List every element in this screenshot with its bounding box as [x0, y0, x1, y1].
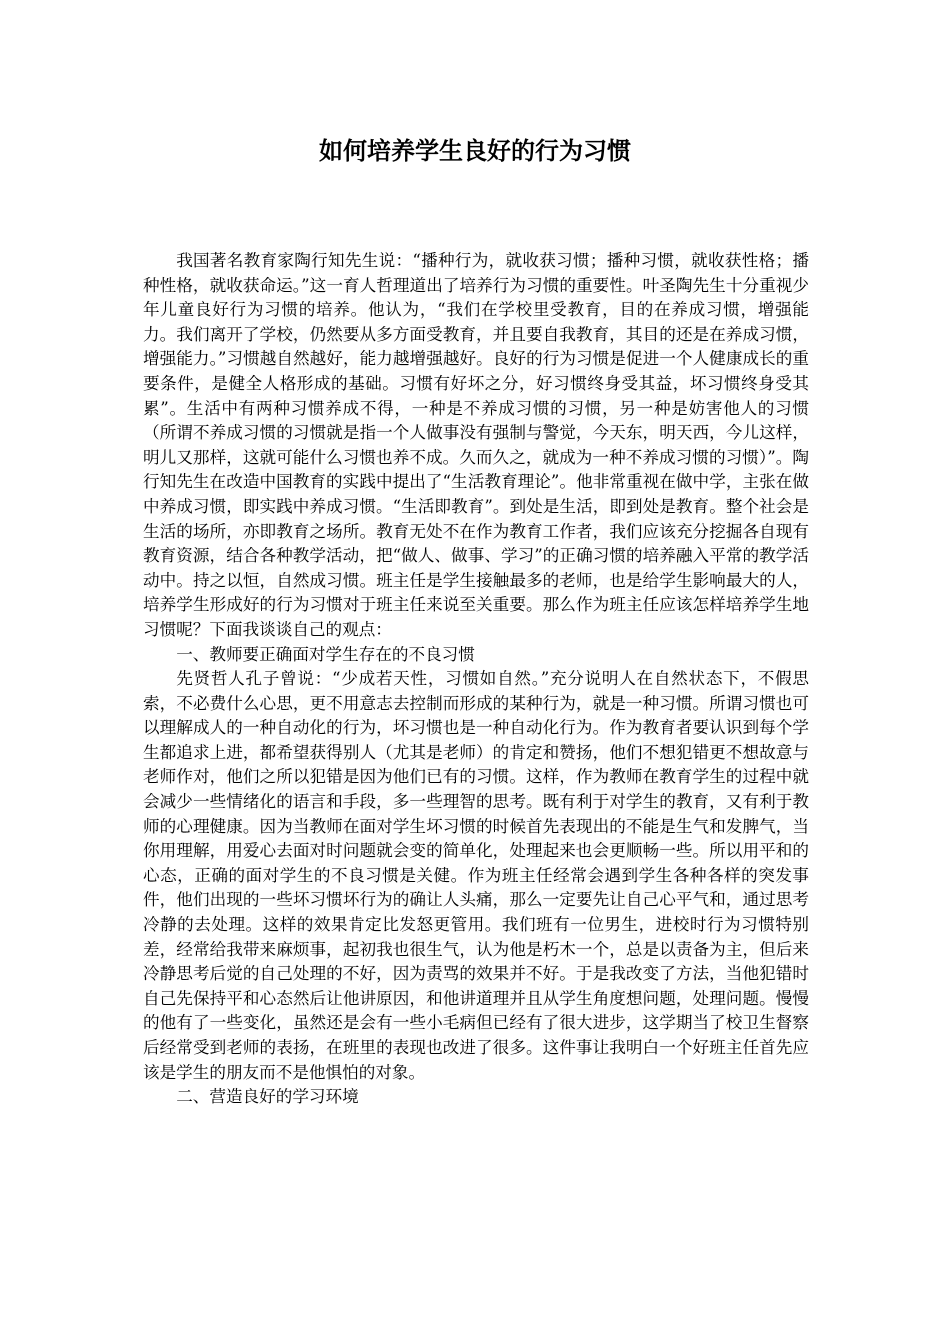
intro-paragraph: 我国著名教育家陶行知先生说：“播种行为，就收获习惯；播种习惯，就收获性格；播种性格，就收获命运。”这一育人哲理道出了培养行为习惯的重要性。叶圣陶先生十分重视少年儿童良好行为习惯的培养。他认为，“我们在学校里受教育，目的在养成习惯，增强能力。我们离开了学校，仍然要从多方面受教育，并且要自我教育，其目的还是在养成习惯，增强能力。”习惯越自然越好，能力越增强越好。良好的行为习惯是促进一个人健康成长的重要条件，是健全人格形成的基础。习惯有好坏之分，好习惯终身受其益，坏习惯终身受其累”。生活中有两种习惯养成不得，一种是不养成习惯的习惯，另一种是妨害他人的习惯（所谓不养成习惯的习惯就是指一个人做事没有强制与警觉，今天东，明天西，今儿这样，明儿又那样，这就可能什么习惯也养不成。久而久之，就成为一种不养成习惯的习惯）”。陶行知先生在改造中国教育的实践中提出了“生活教育理论”。他非常重视在做中学，主张在做中养成习惯，即实践中养成习惯。“生活即教育”。到处是生活，即到处是教育。整个社会是生活的场所，亦即教育之场所。教育无处不在作为教育工作者，我们应该充分挖掘各自现有教育资源，结合各种教学活动，把“做人、做事、学习”的正确习惯的培养融入平常的教学活动中。持之以恒，自然成习惯。班主任是学生接触最多的老师，也是给学生影响最大的人，培养学生形成好的行为习惯对于班主任来说至关重要。那么作为班主任应该怎样培养学生地习惯呢？下面我谈谈自己的观点： — [143, 251, 809, 639]
section-heading-2: 二、营造良好的学习环境 — [176, 1087, 359, 1107]
section-heading-1: 一、教师要正确面对学生存在的不良习惯 — [176, 644, 475, 664]
document-body — [143, 249, 809, 1110]
section-1-paragraph: 先贤哲人孔子曾说：“少成若天性，习惯如自然。”充分说明人在自然状态下，不假思索，不必费什么心思，更不用意志去控制而形成的某种行为，就是一种习惯。所谓习惯也可以理解成人的一种自动化的行为，坏习惯也是一种自动化行为。作为教育者要认识到每个学生都追求上进，都希望获得别人（尤其是老师）的肯定和赞扬，他们不想犯错更不想故意与老师作对，他们之所以犯错是因为他们已有的习惯。这样，作为教师在教育学生的过程中就会减少一些情绪化的语言和手段，多一些理智的思考。既有利于对学生的教育，又有利于教师的心理健康。因为当教师在面对学生坏习惯的时候首先表现出的不能是生气和发脾气，当你用理解，用爱心去面对时问题就会变的简单化，处理起来也会更顺畅一些。所以用平和的心态，正确的面对学生的不良习惯是关健。作为班主任经常会遇到学生各种各样的突发事件，他们出现的一些坏习惯坏行为的确让人头痛，那么一定要先让自己心平气和，通过思考冷静的去处理。这样的效果肯定比发怒更管用。我们班有一位男生，进校时行为习惯特别差，经常给我带来麻烦事，起初我也很生气，认为他是朽木一个，总是以责备为主，但后来冷静思考后觉的自己处理的不好，因为责骂的效果并不好。于是我改变了方法，当他犯错时自己先保持平和心态然后让他讲原因，和他讲道理并且从学生角度想问题，处理问题。慢慢的他有了一些变化，虽然还是会有一些小毛病但已经有了很大进步，这学期当了校卫生督察后经常受到老师的表扬，在班里的表现也改进了很多。这件事让我明白一个好班主任首先应该是学生的朋友而不是他惧怕的对象。 — [143, 669, 809, 1082]
document-title: 如何培养学生良好的行为习惯 — [319, 137, 631, 165]
